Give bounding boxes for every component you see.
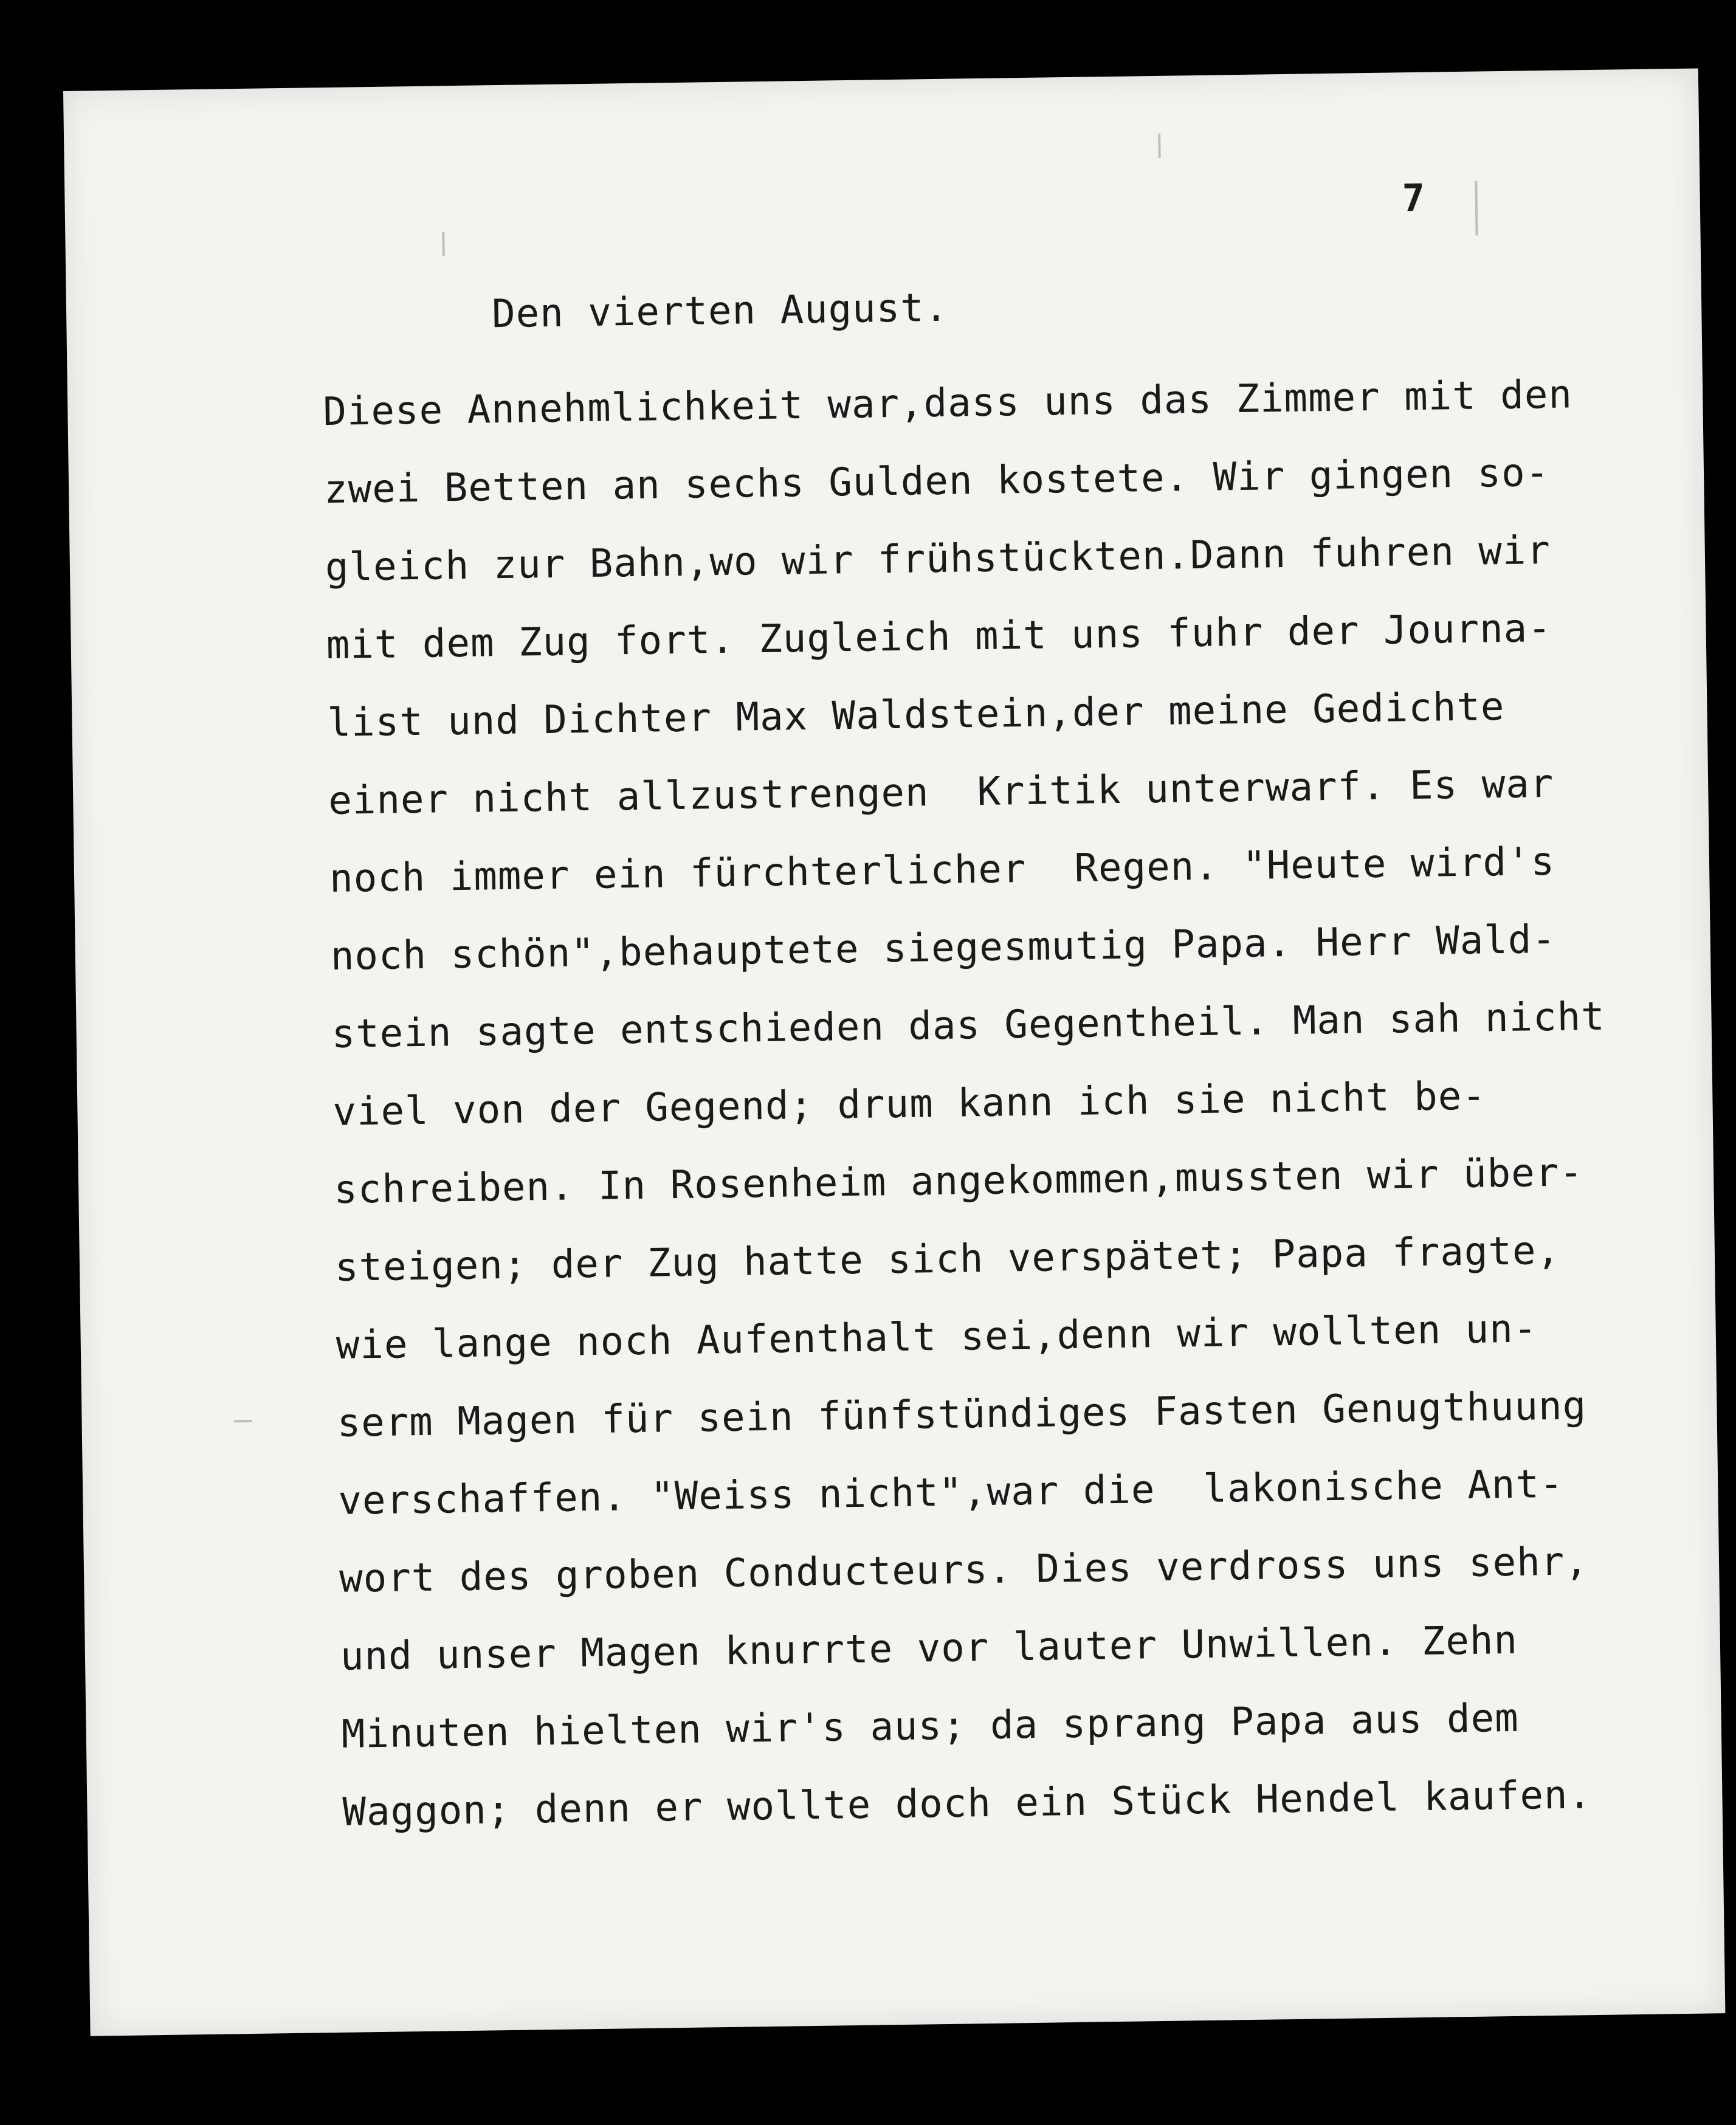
text-line: Diese Annehmlichkeit war,dass uns das Zimmer mit den: [322, 372, 1573, 435]
text-line: gleich zur Bahn,wo wir frühstückten.Dann fuhren wir: [325, 528, 1551, 591]
text-line: steigen; der Zug hatte sich verspätet; Papa fragte,: [334, 1228, 1561, 1290]
text-line: wort des groben Conducteurs. Dies verdross uns sehr,: [339, 1539, 1590, 1602]
text-line: list und Dichter Max Waldstein,der meine Gedichte: [327, 684, 1505, 746]
text-line: noch immer ein fürchterlicher Regen. "Heute wird's: [329, 839, 1555, 902]
page-heading: Den vierten August.: [491, 285, 949, 337]
scan-speck: [442, 232, 445, 256]
scan-speck: [1475, 181, 1478, 236]
text-line: zwei Betten an sechs Gulden kostete. Wir gingen so-: [323, 450, 1550, 513]
text-line: Minuten hielten wir's aus; da sprang Papa aus dem: [341, 1695, 1520, 1757]
text-line: Waggon; denn er wollte doch ein Stück Hendel kaufen.: [342, 1772, 1593, 1835]
text-line: schreiben. In Rosenheim angekommen,mussten wir über-: [333, 1150, 1584, 1213]
text-line: stein sagte entschieden das Gegentheil. Man sah nicht: [331, 994, 1606, 1057]
typewritten-page: [63, 68, 1725, 2036]
text-line: noch schön",behauptete siegesmutig Papa. Herr Wald-: [330, 917, 1557, 979]
text-line: viel von der Gegend; drum kann ich sie nicht be-: [332, 1073, 1487, 1135]
body-text: [323, 355, 1669, 1851]
scan-speck: [1158, 134, 1161, 158]
text-line: mit dem Zug fort. Zugleich mit uns fuhr der Journa-: [326, 605, 1552, 669]
page-number: 7: [1402, 175, 1425, 221]
text-line: wie lange noch Aufenthalt sei,denn wir wollten un-: [336, 1306, 1538, 1368]
text-line: einer nicht allzustrengen Kritik unterwarf. Es war: [328, 761, 1554, 824]
text-line: serm Magen für sein fünfstündiges Fasten Genugthuung: [337, 1383, 1587, 1446]
text-line: verschaffen. "Weiss nicht",war die lakonische Ant-: [337, 1461, 1564, 1524]
scan-speck: [234, 1420, 252, 1422]
text-line: und unser Magen knurrte vor lauter Unwillen. Zehn: [340, 1617, 1518, 1679]
